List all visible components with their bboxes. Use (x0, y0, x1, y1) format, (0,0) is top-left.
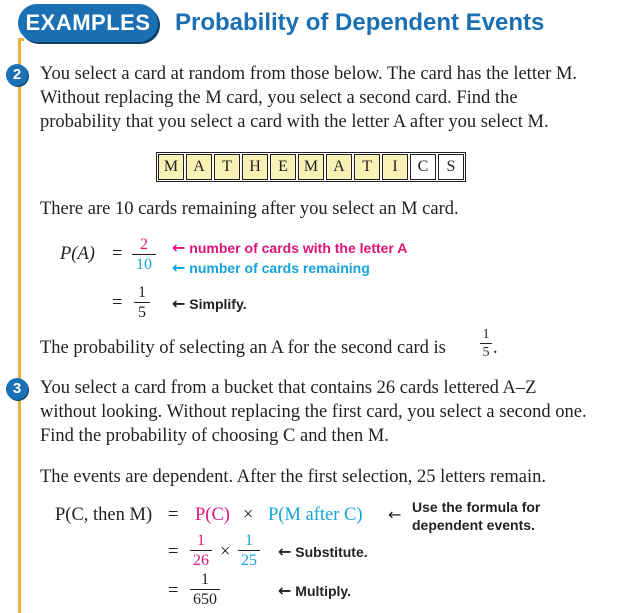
letter-card: C (410, 154, 436, 180)
note-text: Use the formula for (412, 499, 541, 515)
pa-label: P(A) (60, 244, 95, 264)
equals-sign: = (168, 542, 179, 562)
letter-card: T (214, 154, 240, 180)
fraction-bar (190, 550, 212, 551)
dependent-sentence: The events are dependent. After the first selection, 25 letters remain. (40, 467, 546, 487)
example2-line2: Without replacing the M card, you select a second card. Find the (40, 88, 518, 108)
example3-line3: Find the probability of choosing C and then M. (40, 426, 389, 446)
letter-card: I (382, 154, 408, 180)
period: . (493, 338, 498, 358)
fraction-1-26 (190, 532, 212, 569)
examples-badge (18, 4, 158, 42)
letter-card: S (438, 154, 464, 180)
fraction-2-10 (132, 236, 156, 273)
letter-card: A (186, 154, 212, 180)
equals-sign: = (112, 244, 123, 264)
denominator: 5 (482, 345, 490, 360)
example3-line2: without looking. Without replacing the first card, you select a second one. (40, 402, 587, 422)
fraction-bar (238, 550, 260, 551)
denominator: 26 (193, 552, 209, 569)
note-text: dependent events. (412, 517, 535, 533)
page-title: Probability of Dependent Events (175, 9, 545, 36)
left-arrow-icon: ← (172, 258, 186, 277)
fraction-1-5 (134, 284, 150, 321)
example2-line1: You select a card at random from those below. The card has the letter M. (40, 64, 578, 84)
left-arrow-icon: ← (388, 505, 402, 524)
letter-card: E (270, 154, 296, 180)
note-text: number of cards remaining (189, 260, 370, 276)
example-number-badge: 3 (6, 378, 28, 400)
equals-sign: = (112, 293, 123, 313)
lhs-expression: P(C, then M) (55, 505, 153, 525)
times-sign: × (243, 505, 254, 525)
letter-card: M (298, 154, 324, 180)
pc-expression: P(C) (195, 505, 230, 525)
fraction-answer (480, 327, 492, 360)
remaining-sentence: There are 10 cards remaining after you select an M card. (40, 199, 459, 219)
fraction-1-25 (238, 532, 260, 569)
fraction-bar (480, 343, 492, 344)
note-text: Simplify. (189, 296, 247, 312)
numerator: 1 (245, 532, 253, 549)
example-number-badge: 2 (6, 64, 28, 86)
decor-line-vertical (18, 40, 21, 613)
letter-card: T (354, 154, 380, 180)
letter-cards (156, 152, 466, 182)
note-text: Substitute. (295, 544, 368, 560)
example2-problem (40, 62, 630, 134)
numerator: 1 (197, 532, 205, 549)
numerator: 1 (482, 327, 490, 342)
pm-expression: P(M after C) (268, 505, 363, 525)
fraction-bar (190, 589, 220, 590)
fraction-1-650 (190, 571, 220, 608)
numerator: 2 (140, 236, 148, 253)
equals-sign: = (168, 581, 179, 601)
times-sign: × (220, 542, 231, 562)
equals-sign: = (168, 505, 179, 525)
note-text: Multiply. (295, 583, 352, 599)
denominator: 5 (138, 304, 146, 321)
numerator: 1 (138, 284, 146, 301)
example3-problem (40, 376, 630, 448)
conclusion-sentence: The probability of selecting an A for the second card is (40, 338, 446, 358)
left-arrow-icon: ← (172, 294, 186, 313)
fraction-bar (132, 254, 156, 255)
note-substitute (278, 542, 368, 561)
example2-line3: probability that you select a card with the letter A after you select M. (40, 112, 549, 132)
letter-card: A (326, 154, 352, 180)
denominator: 10 (136, 256, 152, 273)
denominator: 25 (241, 552, 257, 569)
note-text: number of cards with the letter A (189, 240, 408, 256)
note-cards-remaining (172, 258, 370, 277)
denominator: 650 (193, 591, 217, 608)
left-arrow-icon: ← (278, 581, 292, 600)
left-arrow-icon: ← (172, 238, 186, 257)
example3-line1: You select a card from a bucket that contains 26 cards lettered A–Z (40, 378, 537, 398)
letter-card: H (242, 154, 268, 180)
note-multiply (278, 581, 351, 600)
examples-badge-label: EXAMPLES (25, 10, 151, 35)
note-simplify (172, 294, 247, 313)
note-formula (412, 498, 540, 534)
numerator: 1 (201, 571, 209, 588)
letter-card: M (158, 154, 184, 180)
note-cards-with-A (172, 238, 407, 257)
left-arrow-icon: ← (278, 542, 292, 561)
fraction-bar (134, 302, 150, 303)
